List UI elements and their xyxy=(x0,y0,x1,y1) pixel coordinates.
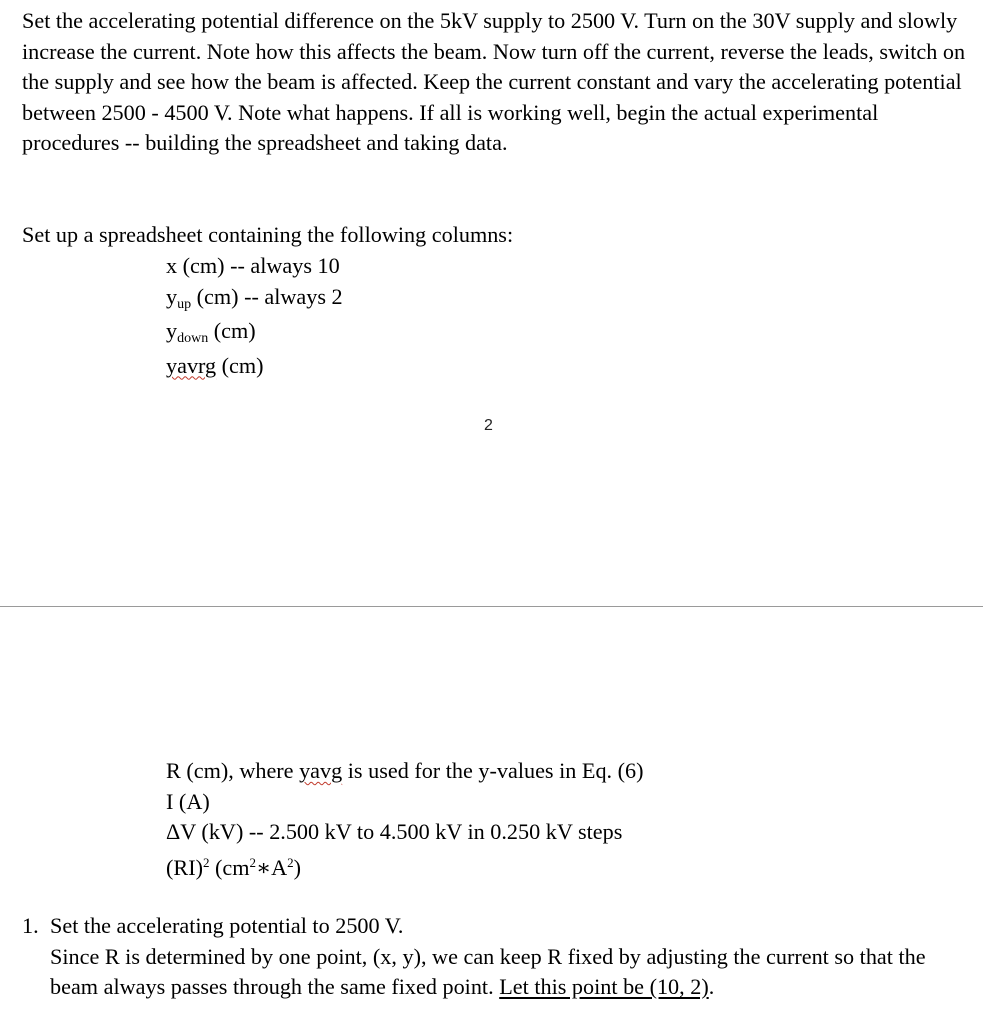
step-body xyxy=(50,911,960,1003)
misspelled-word: yavg xyxy=(299,758,343,783)
column-x: x (cm) -- always 10 xyxy=(166,253,340,278)
column-list-page1 xyxy=(166,251,343,381)
column-i: I (A) xyxy=(166,788,210,814)
page-bottom xyxy=(0,607,983,1024)
column-list-page2 xyxy=(166,756,644,883)
spreadsheet-intro: Set up a spreadsheet containing the following columns: xyxy=(22,222,514,247)
misspelled-word: yavrg xyxy=(166,352,217,378)
column-r: R (cm), where yavg is used for the y-values in Eq. (6) xyxy=(166,758,644,783)
column-y-up: yup (cm) -- always 2 xyxy=(166,283,343,312)
column-delta-v: ΔV (kV) -- 2.500 kV to 4.500 kV in 0.250 kV steps xyxy=(166,819,623,844)
intro-paragraph: Set the accelerating potential difference on the 5kV supply to 2500 V. Turn on the 30V supply and slowly increase the current. Note how this affects the beam. Now turn off the current, reverse the leads, switch on the supply and see how the beam is affected. Keep the current constant and vary the accelerating potential between 2500 - 4500 V. Note what happens. If all is working well, begin the actual experimental procedures -- building the spreadsheet and taking data. xyxy=(22,8,966,155)
step-line-2: Since R is determined by one point, (x, y), we can keep R fixed by adjusting the current so that the beam always passes through the same fixed point. Let this point be (10, 2). xyxy=(50,943,926,999)
underlined-instruction: Let this point be (10, 2) xyxy=(499,974,709,999)
step-line-1: Set the accelerating potential to 2500 V. xyxy=(50,913,404,938)
column-y-avrg: yavrg (cm) xyxy=(166,352,264,378)
page-number: 2 xyxy=(484,417,493,434)
column-y-down: ydown (cm) xyxy=(166,318,256,346)
column-ri-squared: (RI)$^2$ $(cm^2∗A^2)$ xyxy=(166,854,302,880)
step-number: 1. xyxy=(22,913,39,938)
